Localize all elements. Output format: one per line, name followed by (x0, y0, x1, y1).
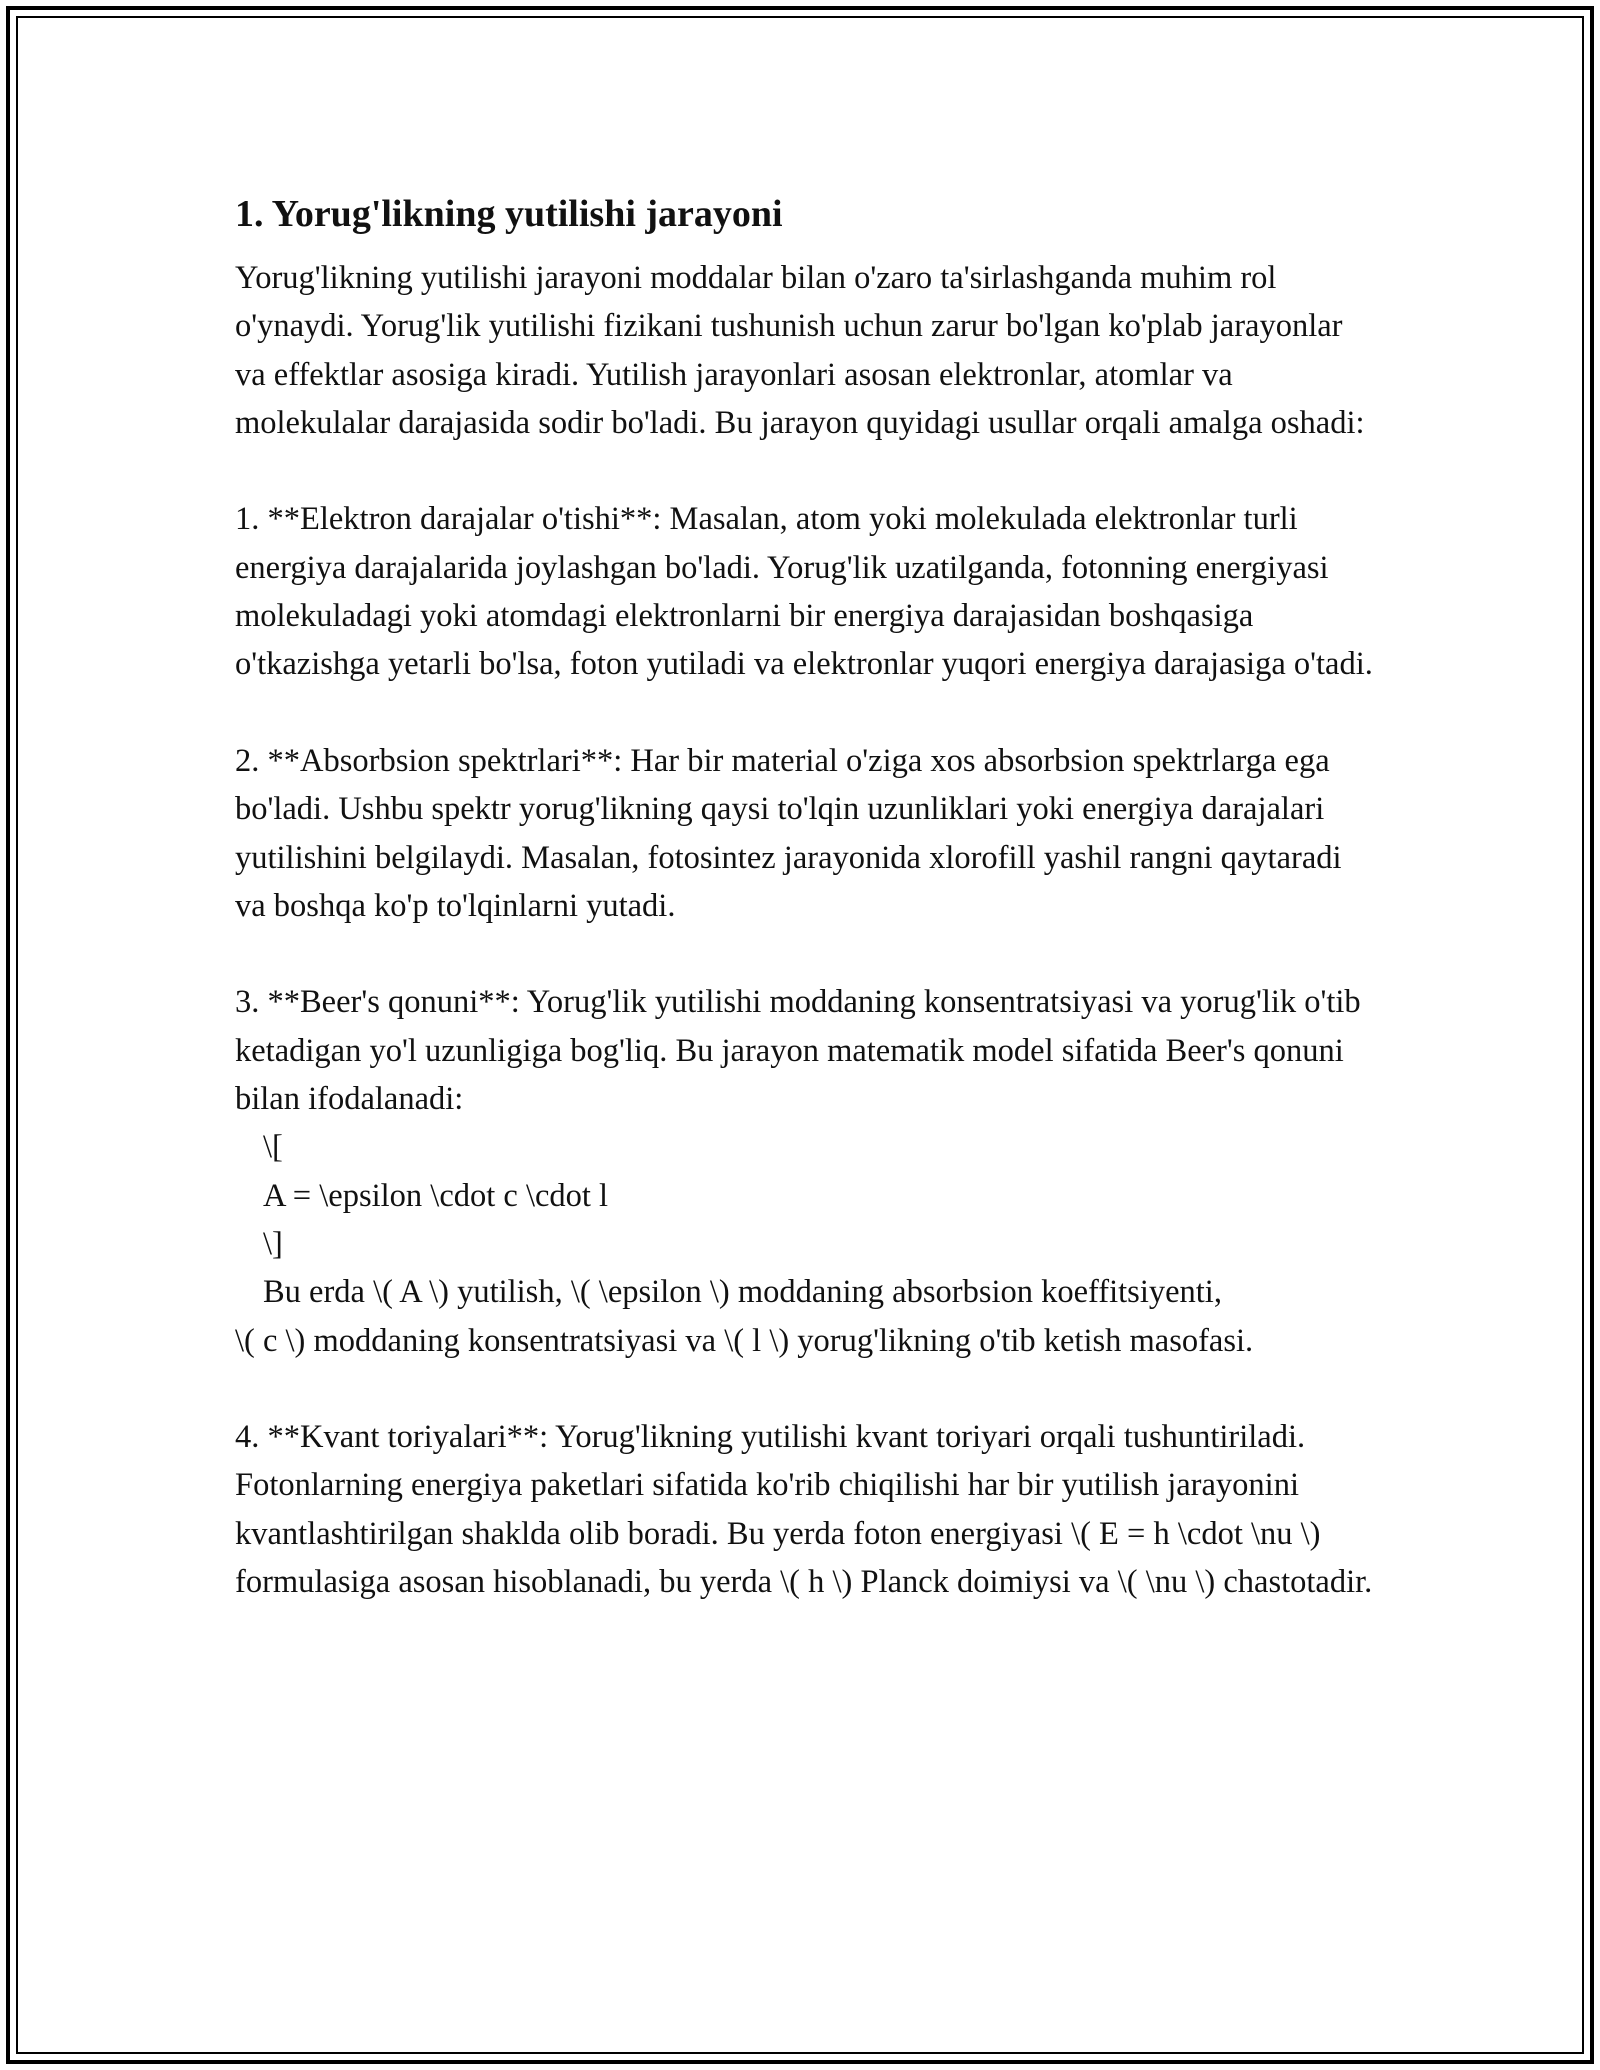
equation-explanation-first-line: Bu erda \( A \) yutilish, \( \epsilon \) moddaning absorbsion koeffitsiyenti, (263, 1274, 1222, 1311)
equation-open: \[ (263, 1129, 283, 1166)
equation-body: A = \epsilon \cdot c \cdot l (263, 1177, 609, 1214)
paragraph-gap (235, 447, 1375, 495)
list-item-beers-law: 3. **Beer's qonuni**: Yorug'lik yutilishi moddaning konsentratsiyasi va yorug'lik o'tib ketadigan yo'l uzunligiga bog'liq. Bu jarayon matematik model sifatida Beer's qonuni bilan ifodalanadi: (235, 984, 1369, 1118)
document-body (235, 188, 1375, 1606)
paragraph-gap (235, 689, 1375, 737)
list-item-quantum-theories: 4. **Kvant toriyalari**: Yorug'likning yutilishi kvant toriyari orqali tushuntiriladi. Fotonlarning energiya paketlari sifatida ko'rib chiqilishi har bir yutilish jarayonini kvantlashtirilgan shaklda olib boradi. Bu yerda foton energiyasi \( E = h \cdot \nu \) formulasiga asosan hisoblanadi, bu yerda \( h \) Planck doimiysi va \( \nu \) chastotadir. (235, 1419, 1373, 1601)
equation-close: \] (263, 1225, 283, 1262)
paragraph-gap (235, 1365, 1375, 1413)
section-heading: 1. Yorug'likning yutilishi jarayoni (235, 193, 783, 235)
list-item-electron-transitions: 1. **Elektron darajalar o'tishi**: Masalan, atom yoki molekulada elektronlar turli energiya darajalarida joylashgan bo'ladi. Yorug'lik uzatilganda, fotonning energiyasi molekuladagi yoki atomdagi elektronlarni bir energiya darajasidan boshqasiga o'tkazishga yetarli bo'lsa, foton yutiladi va elektronlar yuqori energiya darajasiga o'tadi. (235, 501, 1373, 683)
list-item-absorption-spectra: 2. **Absorbsion spektrlari**: Har bir material o'ziga xos absorbsion spektrlarga ega bo'ladi. Ushbu spektr yorug'likning qaysi to'lqin uzunliklari yoki energiya darajalari yutilishini belgilaydi. Masalan, fotosintez jarayonida xlorofill yashil rangni qaytaradi va boshqa ko'p to'lqinlarni yutadi. (235, 742, 1350, 924)
equation-explanation-rest: \( c \) moddaning konsentratsiyasi va \( l \) yorug'likning o'tib ketish masofasi. (235, 1322, 1254, 1359)
intro-paragraph: Yorug'likning yutilishi jarayoni moddalar bilan o'zaro ta'sirlashganda muhim rol o'ynaydi. Yorug'lik yutilishi fizikani tushunish uchun zarur bo'lgan ko'plab jarayonlar va effektlar asosiga kiradi. Yutilish jarayonlari asosan elektronlar, atomlar va molekulalar darajasida sodir bo'ladi. Bu jarayon quyidagi usullar orqali amalga oshadi: (235, 260, 1365, 441)
paragraph-gap (235, 930, 1375, 978)
